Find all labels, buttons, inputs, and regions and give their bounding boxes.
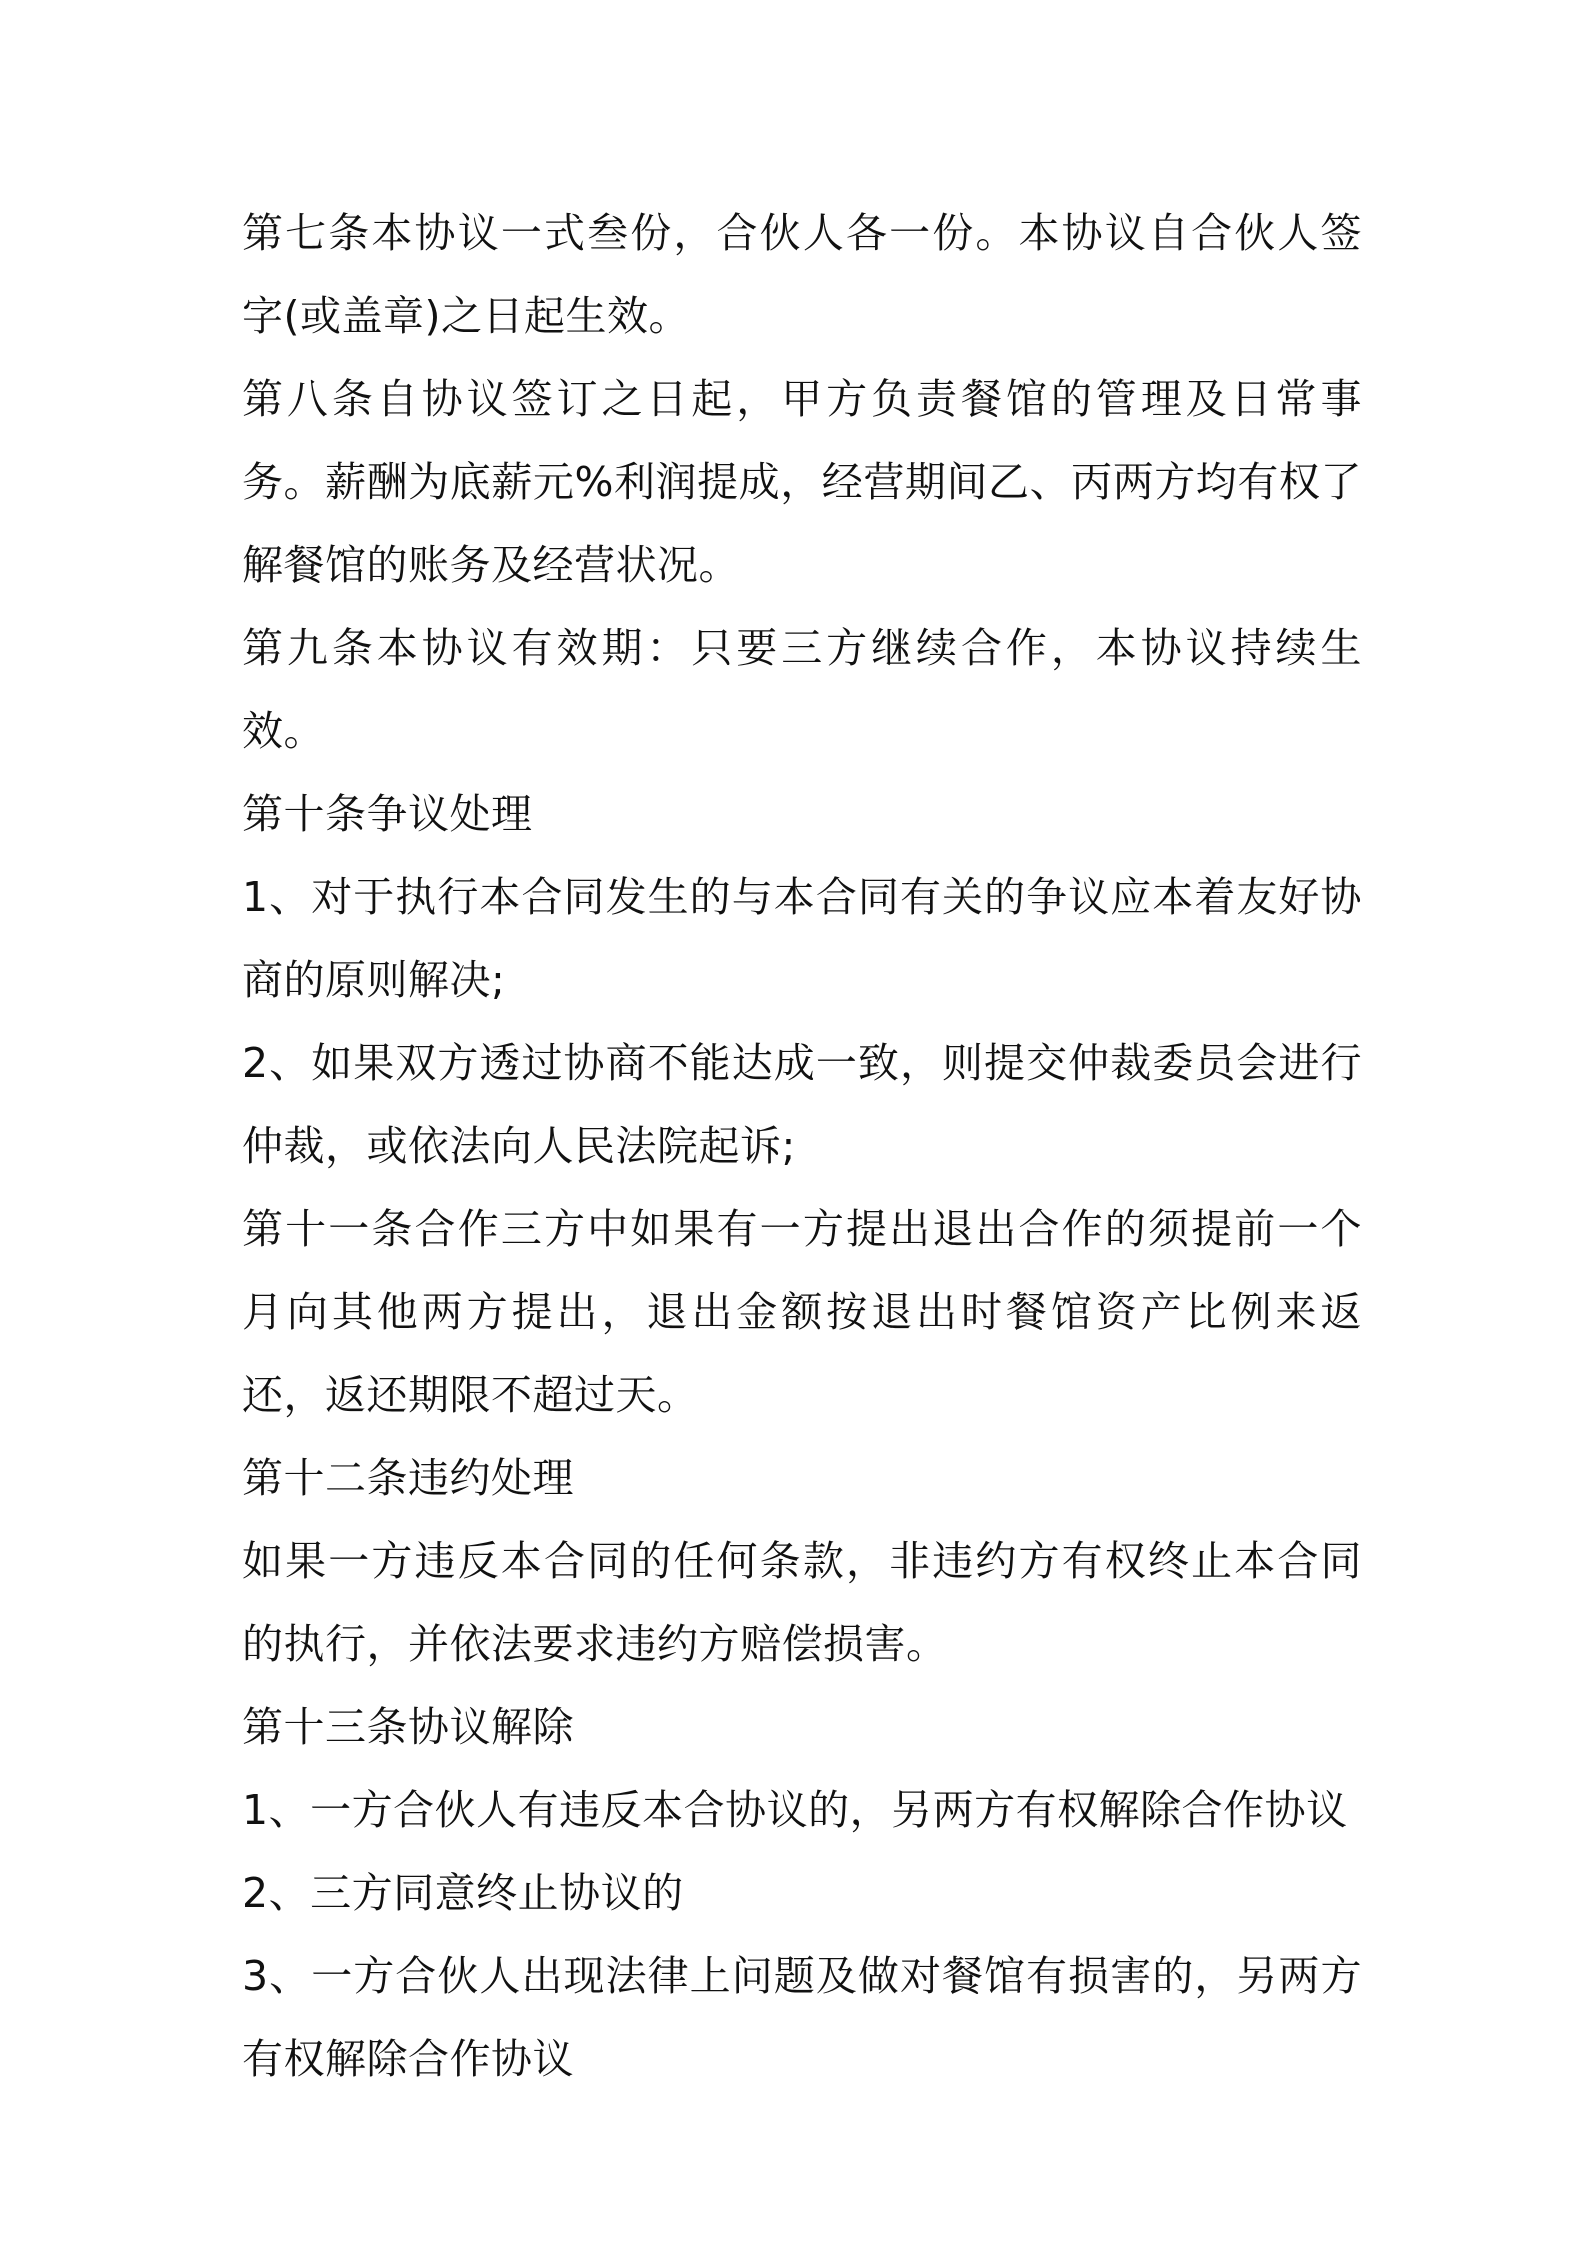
clause-13-item-1: 1、一方合伙人有违反本合协议的，另两方有权解除合作协议	[242, 1786, 1348, 1834]
clause-9: 第九条本协议有效期：只要三方继续合作，本协议持续生效。	[242, 624, 1362, 755]
clause-10-item-2: 2、如果双方透过协商不能达成一致，则提交仲裁委员会进行仲裁，或依法向人民法院起诉;	[242, 1039, 1362, 1170]
clause-13-heading: 第十三条协议解除	[242, 1703, 574, 1751]
clause-8: 第八条自协议签订之日起，甲方负责餐馆的管理及日常事务。薪酬为底薪元%利润提成，经营期间乙、丙两方均有权了解餐馆的账务及经营状况。	[242, 375, 1362, 589]
clause-11: 第十一条合作三方中如果有一方提出退出合作的须提前一个月向其他两方提出，退出金额按退出时餐馆资产比例来返还，返还期限不超过天。	[242, 1205, 1362, 1419]
clause-13-item-2: 2、三方同意终止协议的	[242, 1869, 684, 1917]
clause-12-body: 如果一方违反本合同的任何条款，非违约方有权终止本合同的执行，并依法要求违约方赔偿损害。	[242, 1537, 1362, 1668]
clause-13-item-3: 3、一方合伙人出现法律上问题及做对餐馆有损害的，另两方有权解除合作协议	[242, 1952, 1362, 2083]
clause-10-heading: 第十条争议处理	[242, 790, 533, 838]
clause-7: 第七条本协议一式叁份，合伙人各一份。本协议自合伙人签字(或盖章)之日起生效。	[242, 209, 1362, 340]
clause-10-item-1: 1、对于执行本合同发生的与本合同有关的争议应本着友好协商的原则解决;	[242, 873, 1362, 1004]
clause-12-heading: 第十二条违约处理	[242, 1454, 574, 1502]
document-body	[242, 192, 1362, 2101]
